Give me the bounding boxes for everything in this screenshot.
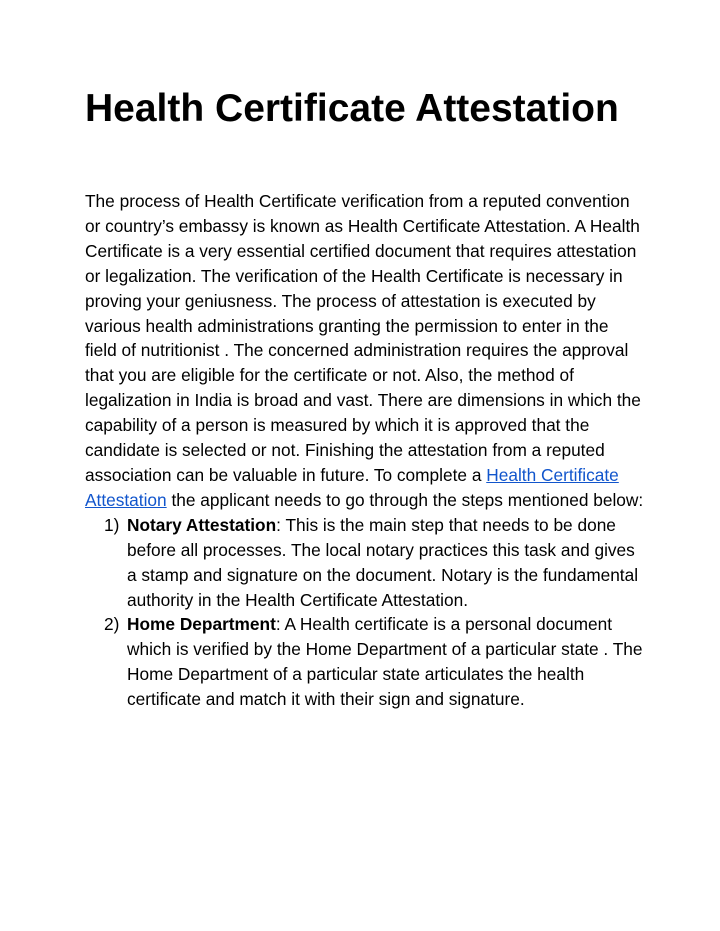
step-number: 1): [104, 514, 120, 535]
step-term: Home Department: [127, 614, 276, 635]
page-title: Health Certificate Attestation: [85, 87, 619, 130]
intro-paragraph: [85, 189, 645, 513]
intro-text-after-link: the applicant needs to go through the steps mentioned below:: [166, 489, 644, 510]
step-description: : A Health certificate is a personal document which is verified by the Home Department of a particular state . The Home Department of a particular state articulates the health certificate and match it with their sign and signature.: [127, 614, 643, 710]
list-item: [85, 513, 645, 613]
steps-list: [85, 513, 645, 712]
document-body: [85, 189, 645, 712]
list-item: [85, 612, 645, 712]
step-term: Notary Attestation: [127, 514, 277, 535]
health-certificate-attestation-link[interactable]: Health Certificate Attestation: [85, 464, 619, 510]
intro-text-before-link: The process of Health Certificate verification from a reputed convention or country’s embassy is known as Health Certificate Attestation. A Health Certificate is a very essential certified document that requires attestation or legalization. The verification of the Health Certificate is necessary in proving your geniusness. The process of attestation is executed by various health administrations granting the permission to enter in the field of nutritionist . The concerned administration requires the approval that you are eligible for the certificate or not. Also, the method of legalization in India is broad and vast. There are dimensions in which the capability of a person is measured by which it is approved that the candidate is selected or not. Finishing the attestation from a reputed association can be valuable in future. To complete a: [85, 191, 641, 485]
step-description: : This is the main step that needs to be done before all processes. The local notary practices this task and gives a stamp and signature on the document. Notary is the fundamental authority in the Health Certificate Attestation.: [127, 514, 639, 610]
step-number: 2): [104, 614, 120, 635]
